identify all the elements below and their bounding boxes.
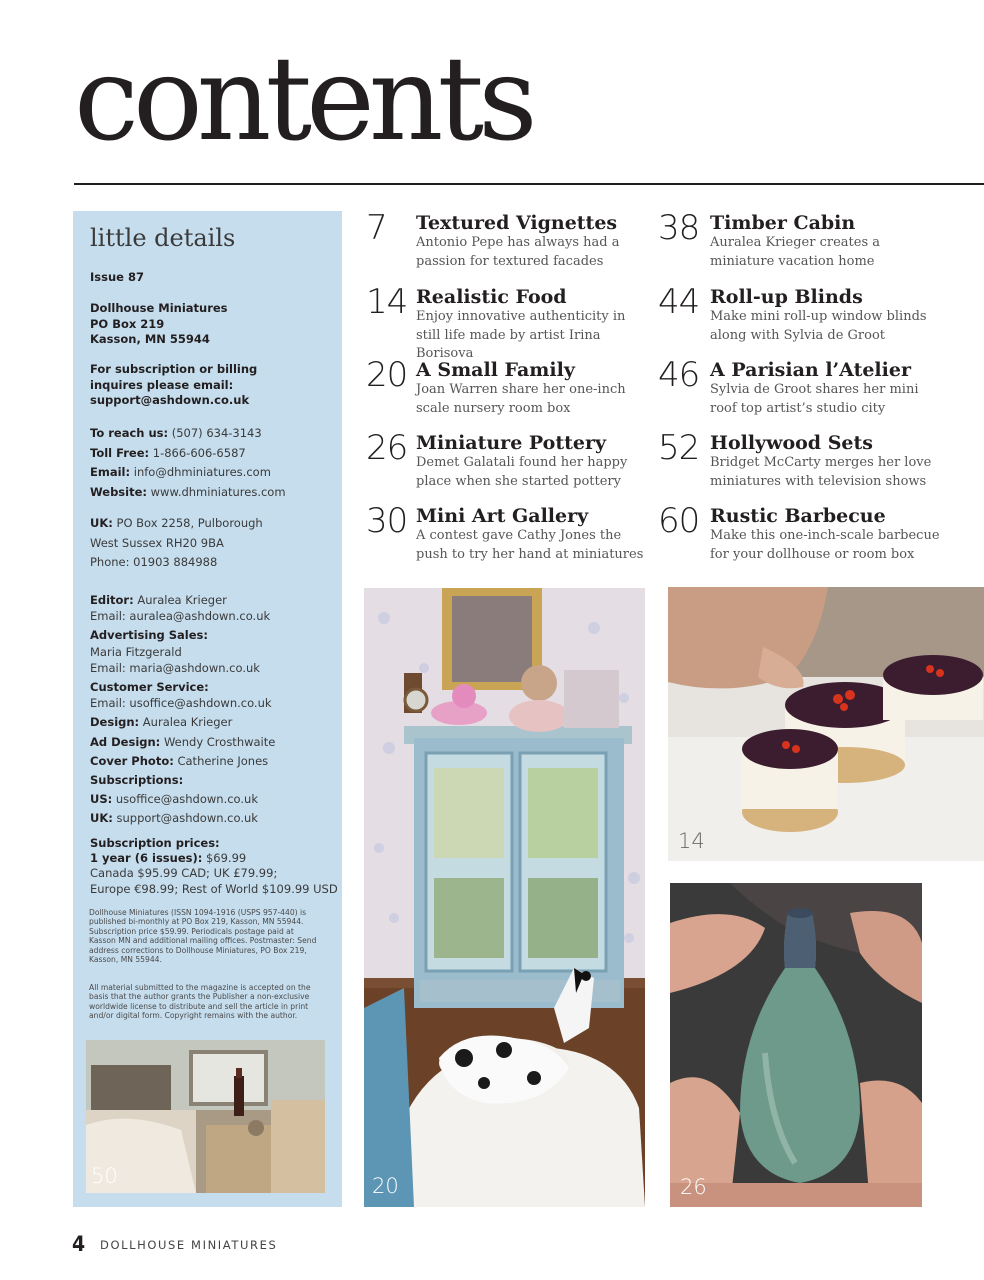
entry-description: A contest gave Cathy Jones the push to try her hand at miniatures bbox=[416, 528, 644, 562]
subscription-prices: Subscription prices: 1 year (6 issues): $69.99 Canada $95.99 CAD; UK £79.99; Europe €98.99; Rest of World $109.99 USD bbox=[90, 836, 338, 896]
entry-page-number: 46 bbox=[658, 355, 700, 395]
title-rule bbox=[74, 183, 984, 185]
photo-page-label: 14 bbox=[678, 829, 705, 853]
entry-description: Sylvia de Groot shares her mini roof top artist’s studio city bbox=[710, 382, 919, 416]
entry-description: Make this one-inch-scale barbecue for your dollhouse or room box bbox=[710, 528, 940, 562]
contact-website: Website: www.dhminiatures.com bbox=[90, 484, 286, 499]
entry-page-number: 52 bbox=[658, 428, 700, 468]
cheesecake-photo-art bbox=[668, 587, 984, 861]
cabinet-photo-art bbox=[364, 588, 645, 1207]
workbench-photo[interactable] bbox=[86, 1040, 325, 1193]
photo-page-label: 20 bbox=[372, 1174, 399, 1198]
entry-title[interactable]: Timber Cabin bbox=[710, 212, 856, 234]
page-title: contents bbox=[74, 32, 532, 167]
entry-description: Bridget McCarty merges her love miniatures with television shows bbox=[710, 455, 932, 489]
entry-page-number: 44 bbox=[658, 282, 700, 322]
subscription-note: For subscription or billing inquires please email: support@ashdown.co.uk bbox=[90, 362, 258, 407]
entry-page-number: 38 bbox=[658, 208, 700, 248]
entry-description: Joan Warren share her one-inch scale nursery room box bbox=[416, 382, 626, 416]
folio-page-number: 4 bbox=[72, 1232, 86, 1256]
issue-number: Issue 87 bbox=[90, 270, 144, 284]
photo-page-label: 26 bbox=[680, 1175, 707, 1199]
magazine-name: DOLLHOUSE MINIATURES bbox=[100, 1238, 278, 1252]
vase-photo-art bbox=[670, 883, 922, 1207]
entry-description: Make mini roll-up window blinds along with Sylvia de Groot bbox=[710, 309, 927, 343]
entry-page-number: 14 bbox=[366, 282, 408, 322]
photo-page-label: 50 bbox=[91, 1164, 118, 1188]
contact-tollfree: Toll Free: 1-866-606-6587 bbox=[90, 445, 246, 460]
entry-title[interactable]: A Small Family bbox=[416, 359, 575, 381]
entry-page-number: 30 bbox=[366, 501, 408, 541]
entry-description: Demet Galatali found her happy place when she started pottery bbox=[416, 455, 628, 489]
vase-photo[interactable] bbox=[670, 883, 922, 1207]
entry-title[interactable]: Textured Vignettes bbox=[416, 212, 618, 234]
entry-title[interactable]: Hollywood Sets bbox=[710, 432, 873, 454]
entry-description: Enjoy innovative authenticity in still life made by artist Irina Borisova bbox=[416, 309, 626, 361]
entry-page-number: 7 bbox=[366, 208, 387, 248]
workbench-photo-art bbox=[86, 1040, 325, 1193]
entry-title[interactable]: Mini Art Gallery bbox=[416, 505, 589, 527]
entry-title[interactable]: Rustic Barbecue bbox=[710, 505, 886, 527]
entry-title[interactable]: Realistic Food bbox=[416, 286, 567, 308]
entry-title[interactable]: A Parisian l’Atelier bbox=[710, 359, 911, 381]
entry-page-number: 20 bbox=[366, 355, 408, 395]
support-email-link[interactable]: support@ashdown.co.uk bbox=[90, 393, 250, 407]
entry-page-number: 26 bbox=[366, 428, 408, 468]
mailing-address: Dollhouse Miniatures PO Box 219 Kasson, MN 55944 bbox=[90, 301, 228, 346]
entry-title[interactable]: Miniature Pottery bbox=[416, 432, 607, 454]
cabinet-photo[interactable] bbox=[364, 588, 645, 1207]
uk-address: UK: PO Box 2258, Pulborough West Sussex RH20 9BA Phone: 01903 884988 bbox=[90, 516, 263, 570]
contact-email: Email: info@dhminiatures.com bbox=[90, 465, 271, 480]
publication-statement: Dollhouse Miniatures (ISSN 1094-1916 (USPS 957-440) is published bi-monthly at PO Box 219, Kasson, MN 55944. Subscription price $59.99. Periodicals postage paid at Kasson MN and additional mailing offices. Postmaster: Send address corrections to Dollhouse Miniatures, PO Box 219, Kasson, MN 55944. bbox=[89, 908, 317, 965]
contact-list bbox=[90, 424, 335, 502]
entry-description: Auralea Krieger creates a miniature vacation home bbox=[710, 235, 881, 269]
sidebar-heading: little details bbox=[90, 224, 236, 252]
entry-description: Antonio Pepe has always had a passion for textured facades bbox=[416, 235, 620, 269]
copyright-statement: All material submitted to the magazine is accepted on the basis that the author grants the Publisher a non-exclusive worldwide license to distribute and sell the article in print and/or digital form. Copyright remains with the author. bbox=[89, 983, 311, 1021]
entry-title[interactable]: Roll-up Blinds bbox=[710, 286, 863, 308]
contact-phone: To reach us: (507) 634-3143 bbox=[90, 426, 262, 440]
cheesecake-photo[interactable] bbox=[668, 587, 984, 861]
staff-credits: Editor: Auralea Krieger Email: auralea@ashdown.co.uk Advertising Sales: Maria Fitzgerald Email: maria@ashdown.co.uk Customer Service: Email: usoffice@ashdown.co.uk Design: Auralea Krieger Ad Design: Wendy Crosthwaite Cover Photo: Catherine Jones Subscriptions: US: usoffice@ashdown.co.uk UK: support@ashdown.co.uk bbox=[90, 593, 276, 826]
entry-page-number: 60 bbox=[658, 501, 700, 541]
